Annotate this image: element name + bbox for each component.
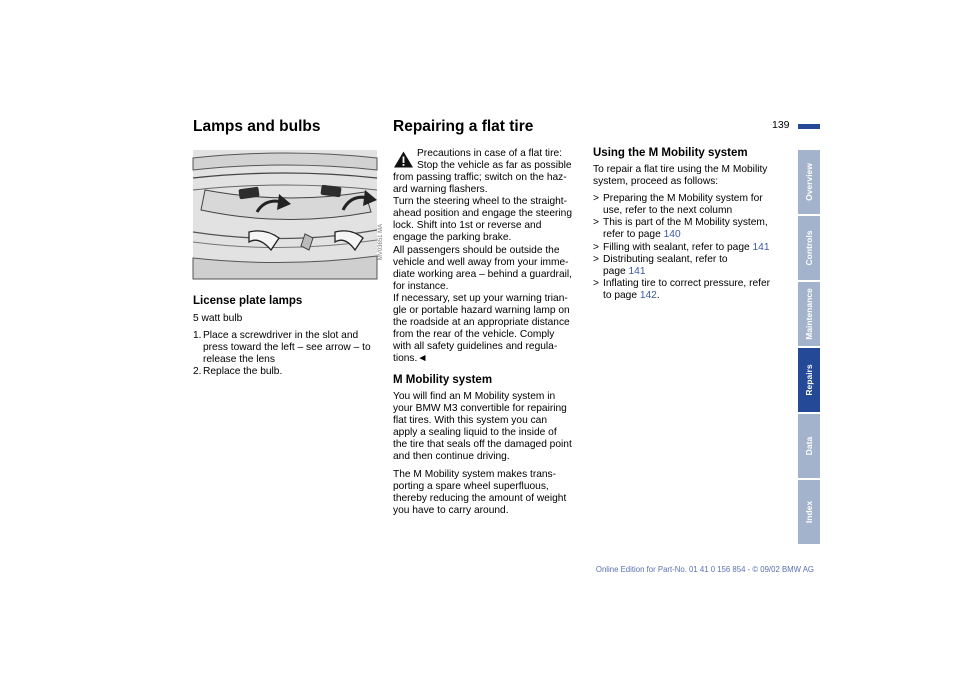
warning-line: Precautions in case of a flat tire: <box>417 148 562 159</box>
list-item <box>193 330 383 366</box>
list-text: Inflating tire to correct pressure, refer <box>603 277 771 289</box>
warning-line: If necessary, set up your warning trian- <box>393 292 568 304</box>
paragraph-line: the tire that seals off the damaged point <box>393 439 572 451</box>
image-label: MV03651 MA <box>377 223 384 261</box>
step-text: Replace the bulb. <box>203 366 283 378</box>
trunk-lid-drawing <box>193 150 377 279</box>
list-item <box>593 278 793 302</box>
m-mobility-text <box>393 391 585 517</box>
warning-line: ahead position and engage the steering <box>393 208 572 220</box>
paragraph-line: thereby reducing the amount of weight <box>393 492 567 504</box>
bullet-marker: > <box>593 217 599 229</box>
list-text: Filling with sealant, refer to page <box>603 241 753 253</box>
page-link[interactable]: 140 <box>663 229 681 241</box>
list-item <box>593 217 793 241</box>
page-link[interactable]: 142 <box>639 289 657 301</box>
list-text: This is part of the M Mobility system, <box>603 217 768 229</box>
paragraph-line: You will find an M Mobility system in <box>393 391 556 402</box>
list-text: . <box>656 289 660 301</box>
page-number-bar <box>798 124 820 129</box>
warning-line: for instance. <box>393 280 449 292</box>
paragraph-line: apply a sealing liquid to the inside of <box>393 427 557 439</box>
list-text: page <box>603 265 629 277</box>
paragraph-line: and then continue driving. <box>393 451 510 463</box>
m-mobility-heading: M Mobility system <box>393 374 493 386</box>
warning-line: tions.◄ <box>393 353 428 365</box>
tab-label: Maintenance <box>804 288 814 340</box>
warning-line: vehicle and well away from your imme- <box>393 256 569 268</box>
tab-repairs[interactable] <box>798 348 820 412</box>
bullet-marker: > <box>593 193 599 205</box>
tab-maintenance[interactable] <box>798 282 820 346</box>
warning-body <box>393 172 585 366</box>
step-text: press toward the left – see arrow – to <box>203 342 371 354</box>
bullet-marker: > <box>593 253 599 265</box>
list-item <box>593 242 793 254</box>
paragraph-line: The M Mobility system makes trans- <box>393 468 557 480</box>
warning-line: engage the parking brake. <box>393 232 512 244</box>
license-plate-lamps-heading: License plate lamps <box>193 295 303 307</box>
warning-line: the roadside at an appropriate distance <box>393 317 570 329</box>
warning-line: from passing traffic; switch on the haz- <box>393 172 567 183</box>
list-item <box>193 366 383 378</box>
warning-line: diate working area – behind a guardrail, <box>393 268 572 280</box>
step-text: release the lens <box>203 354 275 366</box>
tab-label: Overview <box>804 163 814 201</box>
wattage-text: 5 watt bulb <box>193 313 243 324</box>
warning-line: ard warning flashers. <box>393 184 488 196</box>
paragraph-line: To repair a flat tire using the M Mobility <box>593 164 768 175</box>
section-title-flat-tire: Repairing a flat tire <box>393 118 534 135</box>
tab-data[interactable] <box>798 414 820 478</box>
list-item <box>593 193 793 217</box>
license-plate-text <box>193 313 383 378</box>
warning-triangle-icon <box>393 150 414 174</box>
page-link[interactable]: 141 <box>628 265 646 277</box>
license-plate-lamp-illustration <box>193 150 384 279</box>
tab-label: Repairs <box>804 364 814 396</box>
list-item <box>593 254 793 278</box>
list-text: Preparing the M Mobility system for <box>603 193 763 205</box>
warning-line: with all safety guidelines and regula- <box>393 341 558 353</box>
warning-line: lock. Shift into 1st or reverse and <box>393 220 542 232</box>
warning-line: from the rear of the vehicle. Comply <box>393 329 555 341</box>
step-number: 2. <box>193 366 202 378</box>
paragraph-line: flat tires. With this system you can <box>393 415 547 427</box>
tab-controls[interactable] <box>798 216 820 280</box>
paragraph-line: porting a spare wheel superfluous, <box>393 480 549 492</box>
warning-line: Stop the vehicle as far as possible <box>417 160 572 172</box>
using-m-mobility-heading: Using the M Mobility system <box>593 147 748 159</box>
step-text: Place a screwdriver in the slot and <box>203 330 359 342</box>
tab-label: Data <box>804 436 814 456</box>
tab-index[interactable] <box>798 480 820 544</box>
paragraph-line: your BMW M3 convertible for repairing <box>393 403 567 415</box>
warning-header-text <box>417 148 587 172</box>
tab-label: Controls <box>804 230 814 266</box>
list-text: Distributing sealant, refer to <box>603 253 728 265</box>
list-text: to page <box>603 289 640 301</box>
list-text: use, refer to the next column <box>603 205 733 217</box>
page-link[interactable]: 141 <box>752 241 770 253</box>
using-m-mobility-text <box>593 164 793 302</box>
warning-line: gle or portable hazard warning lamp on <box>393 305 570 317</box>
paragraph-line: system, proceed as follows: <box>593 176 719 188</box>
step-number: 1. <box>193 330 202 342</box>
tab-label: Index <box>804 500 814 524</box>
bullet-marker: > <box>593 241 599 253</box>
footer-edition-text: Online Edition for Part-No. 01 41 0 156 854 - © 09/02 BMW AG <box>595 565 814 574</box>
list-text: refer to page <box>603 229 664 241</box>
page-number: 139 <box>772 119 790 131</box>
section-title-lamps: Lamps and bulbs <box>193 118 321 135</box>
tab-overview[interactable] <box>798 150 820 214</box>
warning-line: Turn the steering wheel to the straight- <box>393 196 568 208</box>
warning-line: All passengers should be outside the <box>393 244 560 256</box>
bullet-marker: > <box>593 277 599 289</box>
paragraph-line: you have to carry around. <box>393 504 509 516</box>
